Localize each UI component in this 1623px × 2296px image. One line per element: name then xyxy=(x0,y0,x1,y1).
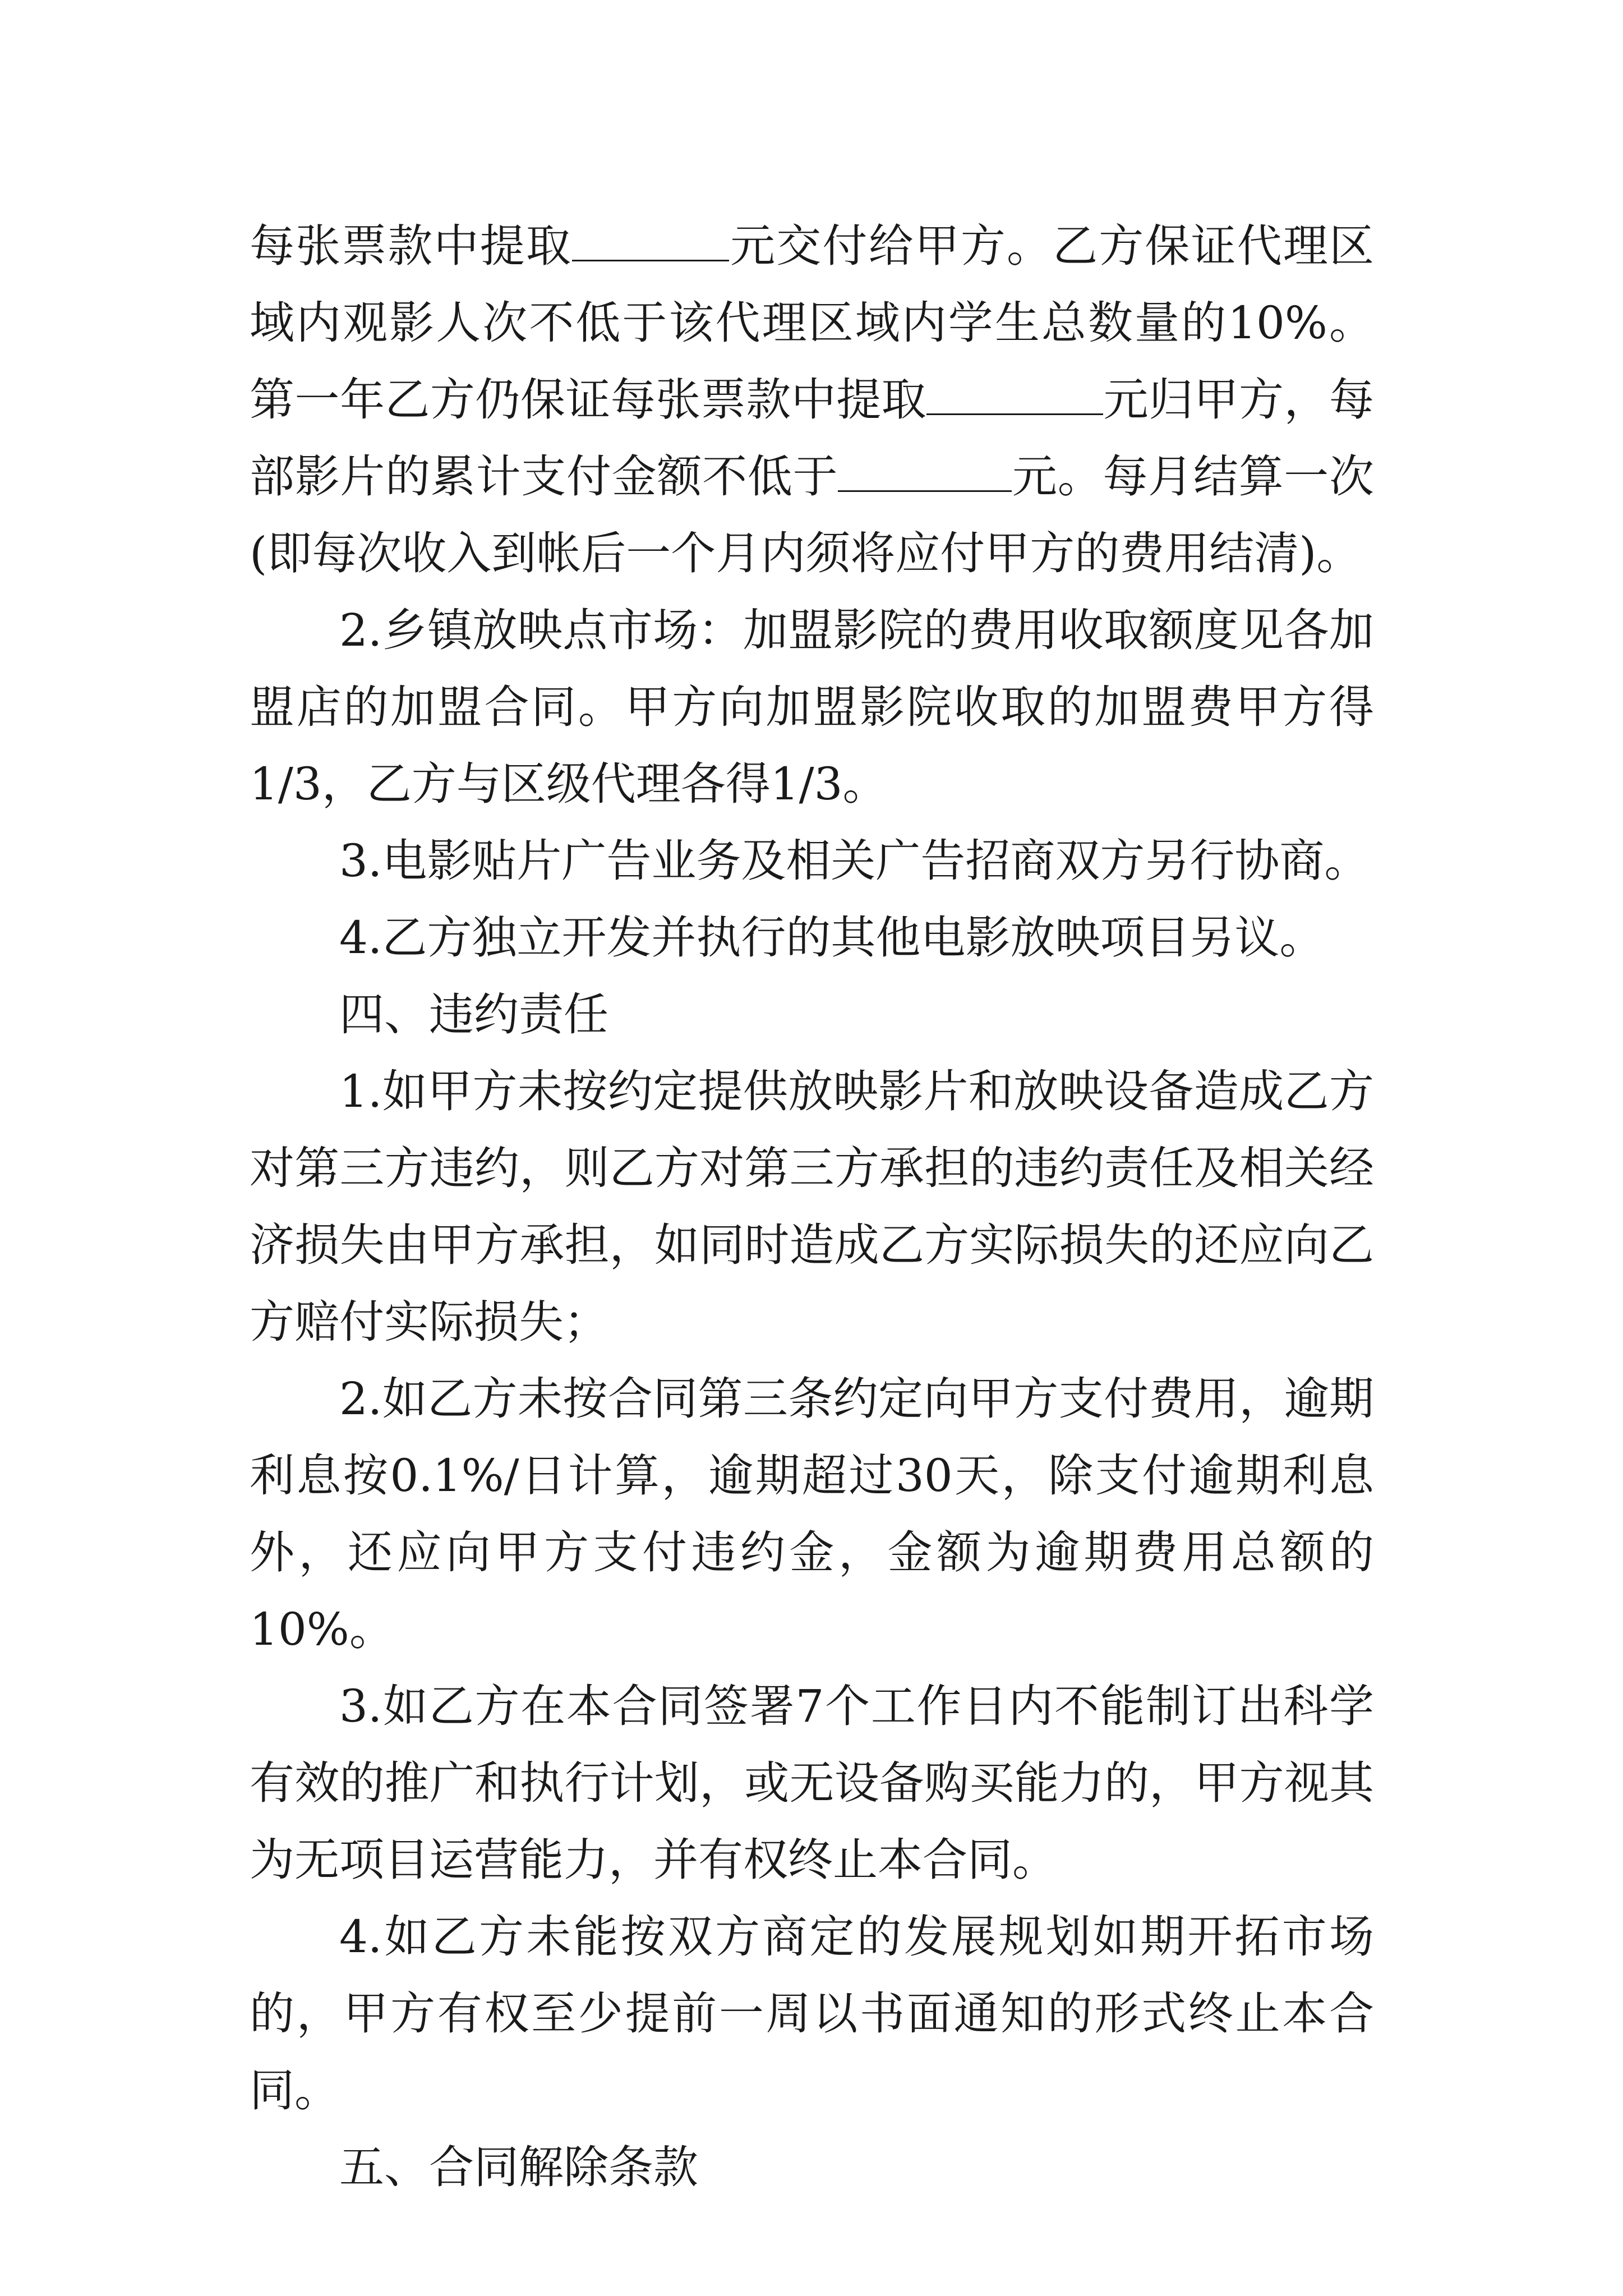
paragraph xyxy=(250,592,1374,822)
paragraph-text: 每张票款中提取 xyxy=(250,220,572,272)
paragraph xyxy=(250,1360,1374,1668)
paragraph xyxy=(250,1898,1374,2129)
paragraph-text: 4.乙方独立开发并执行的其他电影放映项目另议。 xyxy=(339,912,1325,964)
paragraph xyxy=(250,899,1374,976)
paragraph xyxy=(250,208,1374,592)
paragraph xyxy=(250,2129,1374,2206)
paragraph-text: 3.如乙方在本合同签署7个工作日内不能制订出科学有效的推广和执行计划，或无设备购买能力的，甲方视其为无项目运营能力，并有权终止本合同。 xyxy=(250,1680,1374,1886)
fill-in-blank xyxy=(926,373,1103,415)
paragraph xyxy=(250,1053,1374,1360)
paragraph-text: 1.如甲方未按约定提供放映影片和放映设备造成乙方对第三方违约，则乙方对第三方承担的违约责任及相关经济损失由甲方承担，如同时造成乙方实际损失的还应向乙方赔付实际损失； xyxy=(250,1065,1374,1348)
paragraph xyxy=(250,976,1374,1053)
paragraph-text: 元交付给甲方。乙方保证代理区域内观影人次不低于该代理区域内学生总数量的10%。第一年乙方仍保证每张票款中提取 xyxy=(250,220,1374,426)
paragraph xyxy=(250,1668,1374,1898)
paragraph-text: 2.乡镇放映点市场：加盟影院的费用收取额度见各加盟店的加盟合同。甲方向加盟影院收取的加盟费甲方得1/3，乙方与区级代理各得1/3。 xyxy=(250,604,1374,810)
document-body xyxy=(250,208,1374,2206)
paragraph-text: 四、违约责任 xyxy=(339,988,608,1041)
paragraph-text: 元。每月结算一次(即每次收入到帐后一个月内须将应付甲方的费用结清)。 xyxy=(250,450,1375,579)
paragraph-text: 2.如乙方未按合同第三条约定向甲方支付费用，逾期利息按0.1%/日计算，逾期超过30天，除支付逾期利息外，还应向甲方支付违约金，金额为逾期费用总额的10%。 xyxy=(250,1373,1374,1655)
paragraph xyxy=(250,822,1374,899)
fill-in-blank xyxy=(572,219,729,261)
paragraph-text: 3.电影贴片广告业务及相关广告招商双方另行协商。 xyxy=(339,835,1370,887)
fill-in-blank xyxy=(838,450,1012,492)
paragraph-text: 元归甲方，每部影片的累计支付金额不低于 xyxy=(250,374,1375,503)
paragraph-text: 五、合同解除条款 xyxy=(339,2141,698,2193)
paragraph-text: 4.如乙方未能按双方商定的发展规划如期开拓市场的，甲方有权至少提前一周以书面通知的形式终止本合同。 xyxy=(250,1911,1374,2116)
